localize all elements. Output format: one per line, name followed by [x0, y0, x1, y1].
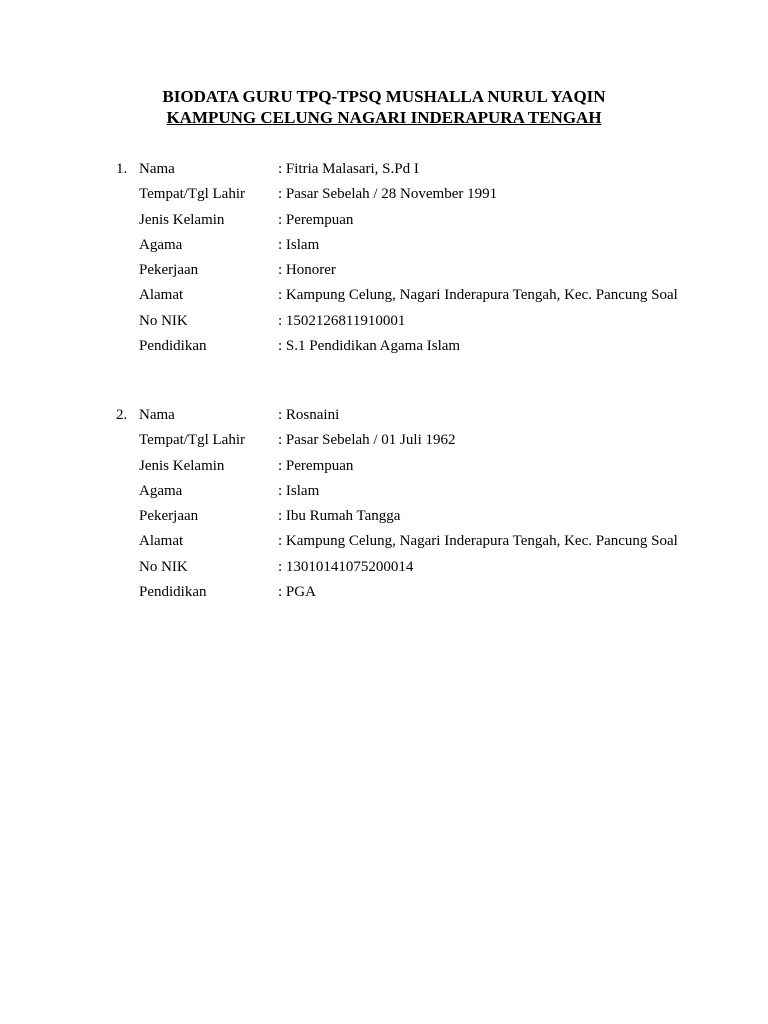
field-value: : PGA: [278, 584, 316, 601]
field-label: Nama: [139, 407, 175, 423]
field-value: : Kampung Celung, Nagari Inderapura Tengah, Kec. Pancung Soal: [278, 287, 678, 304]
field-label: Pendidikan: [139, 584, 207, 601]
field-row-nama: [0, 159, 768, 184]
field-label: Alamat: [139, 533, 184, 550]
field-row-agama: [0, 235, 768, 260]
field-value: : Pasar Sebelah / 28 November 1991: [278, 186, 498, 203]
field-label: No NIK: [139, 558, 188, 575]
field-label: Jenis Kelamin: [139, 457, 225, 474]
field-row-alamat: [0, 285, 768, 310]
document-title: [0, 86, 768, 128]
field-value: : 1502126811910001: [278, 312, 406, 329]
field-value: : Kampung Celung, Nagari Inderapura Tengah, Kec. Pancung Soal: [278, 533, 678, 550]
field-row-tempat-tgl-lahir: [0, 430, 768, 455]
field-label: Agama: [139, 482, 183, 499]
field-row-tempat-tgl-lahir: [0, 184, 768, 209]
field-label: Tempat/Tgl Lahir: [139, 186, 245, 203]
field-row-nama: [0, 405, 768, 430]
field-row-no-nik: [0, 311, 768, 336]
field-value: : Islam: [278, 482, 320, 499]
field-label: Jenis Kelamin: [139, 211, 225, 228]
field-row-pendidikan: [0, 582, 768, 607]
field-value: : Ibu Rumah Tangga: [278, 508, 401, 525]
field-label: Tempat/Tgl Lahir: [139, 432, 245, 449]
title-line-2: KAMPUNG CELUNG NAGARI INDERAPURA TENGAH: [166, 108, 602, 127]
field-value: : Rosnaini: [278, 407, 340, 423]
teacher-entry-2: [0, 405, 768, 607]
field-row-agama: [0, 481, 768, 506]
field-value: : Perempuan: [278, 211, 354, 228]
field-value: : Honorer: [278, 262, 336, 279]
field-value: : 13010141075200014: [278, 558, 414, 575]
field-label: Alamat: [139, 287, 184, 304]
field-row-alamat: [0, 531, 768, 556]
field-value: : S.1 Pendidikan Agama Islam: [278, 338, 461, 355]
field-value: : Perempuan: [278, 457, 354, 474]
entry-number: 2.: [116, 407, 128, 423]
field-label: Nama: [139, 161, 175, 177]
field-value: : Islam: [278, 236, 320, 253]
field-value: : Fitria Malasari, S.Pd I: [278, 161, 419, 177]
field-label: Agama: [139, 236, 183, 253]
title-line-1: BIODATA GURU TPQ-TPSQ MUSHALLA NURUL YAQIN: [162, 87, 606, 106]
field-row-jenis-kelamin: [0, 210, 768, 235]
field-row-pekerjaan: [0, 260, 768, 285]
field-label: No NIK: [139, 312, 188, 329]
field-row-pendidikan: [0, 336, 768, 361]
field-row-pekerjaan: [0, 506, 768, 531]
field-label: Pendidikan: [139, 338, 207, 355]
teacher-entry-1: [0, 159, 768, 361]
field-row-no-nik: [0, 557, 768, 582]
entry-number: 1.: [116, 161, 128, 177]
field-value: : Pasar Sebelah / 01 Juli 1962: [278, 432, 456, 449]
field-row-jenis-kelamin: [0, 456, 768, 481]
field-label: Pekerjaan: [139, 508, 199, 525]
field-label: Pekerjaan: [139, 262, 199, 279]
